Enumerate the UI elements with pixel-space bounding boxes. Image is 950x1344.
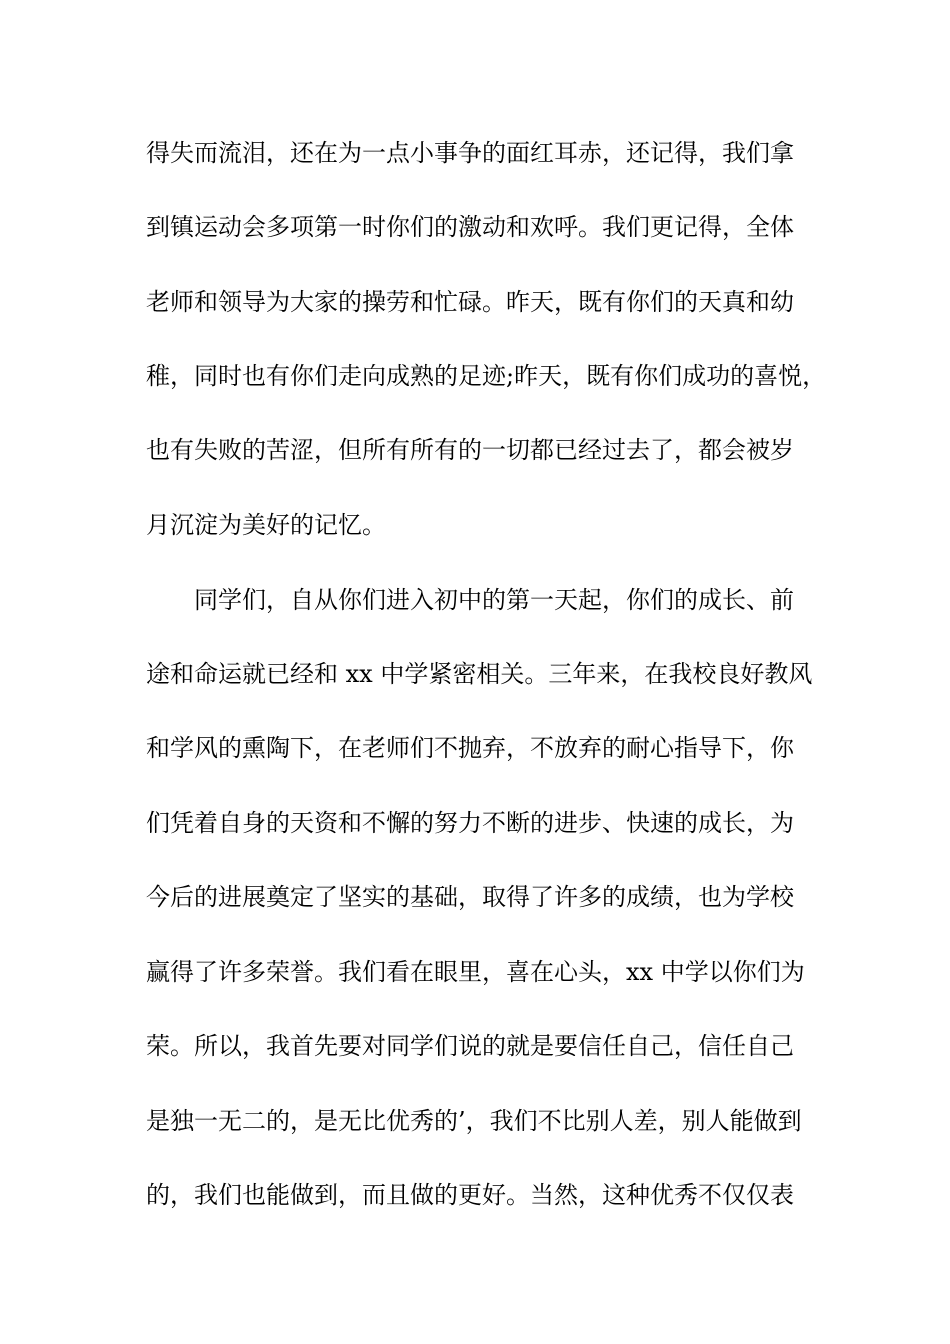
- text-line: 也有失败的苦涩，但所有所有的一切都已经过去了，都会被岁: [146, 436, 794, 464]
- text-line: 荣。所以，我首先要对同学们说的就是要信任自己，信任自己: [146, 1032, 794, 1060]
- text-line: 稚，同时也有你们走向成熟的足迹;昨天，既有你们成功的喜悦，: [146, 362, 827, 390]
- text-line: 老师和领导为大家的操劳和忙碌。昨天，既有你们的天真和幼: [146, 288, 794, 316]
- text-line: 是独一无二的，是无比优秀的’，我们不比别人差，别人能做到: [146, 1107, 802, 1135]
- text-line: 得失而流泪，还在为一点小事争的面红耳赤，还记得，我们拿: [146, 139, 794, 167]
- text-line: 们凭着自身的天资和不懈的努力不断的进步、快速的成长，为: [146, 809, 794, 837]
- text-line: 途和命运就已经和 xx 中学紧密相关。三年来，在我校良好教风: [146, 660, 813, 688]
- text-line: 的，我们也能做到，而且做的更好。当然，这种优秀不仅仅表: [146, 1181, 794, 1209]
- text-line: 月沉淀为美好的记忆。: [146, 511, 386, 539]
- text-line: 和学风的熏陶下，在老师们不抛弃，不放弃的耐心指导下，你: [146, 734, 794, 762]
- text-line: 今后的进展奠定了坚实的基础，取得了许多的成绩，也为学校: [146, 883, 794, 911]
- text-line: 到镇运动会多项第一时你们的激动和欢呼。我们更记得，全体: [146, 213, 794, 241]
- text-line: 赢得了许多荣誉。我们看在眼里，喜在心头，xx 中学以你们为: [146, 958, 805, 986]
- paragraph-first-line: 同学们，自从你们进入初中的第一天起，你们的成长、前: [194, 586, 794, 614]
